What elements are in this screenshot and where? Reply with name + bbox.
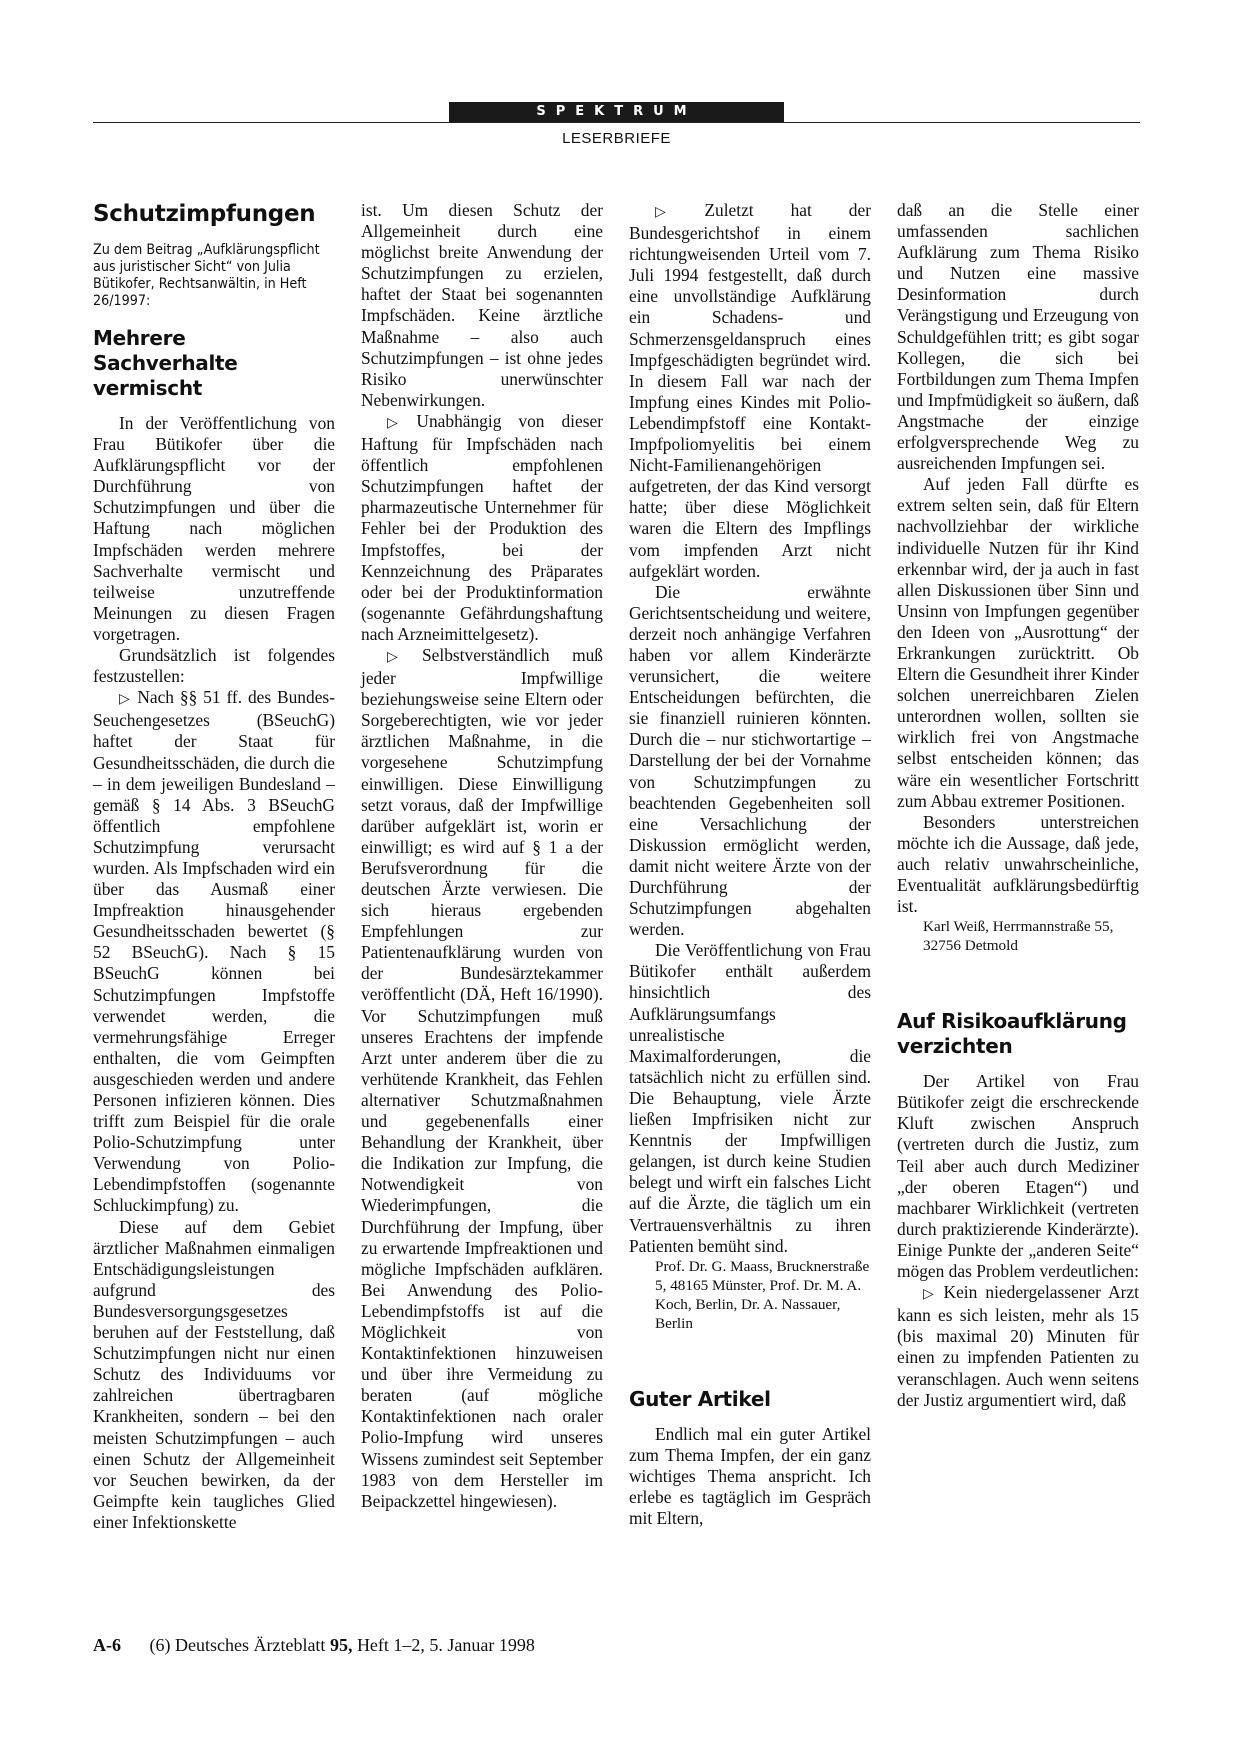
page-footer: [93, 1635, 535, 1656]
triangle-bullet-icon: ▷: [923, 1286, 938, 1303]
section-label: SPEKTRUM: [449, 102, 784, 122]
paragraph: Grundsätzlich ist folgendes festzustellen:: [93, 645, 335, 687]
paragraph: daß an die Stelle einer umfassenden sachlichen Aufklärung zum Thema Risiko und Nutzen eine massive Desinformation durch Verängstigung und Erzeugung von Schuldgefühlen tritt; es gibt sogar Kollegen, die sich bei Fortbildungen zum Thema Impfen und Impfmüdigkeit so äußern, daß Angstmache der einzige erfolgversprechende Weg zu ausreichenden Impfungen sei.: [897, 200, 1139, 474]
paragraph: In der Veröffentlichung von Frau Bütikofer über die Aufklärungspflicht vor der Durchführung von Schutzimpfungen und über die Haftung nach möglichen Impfschäden werden mehrere Sachverhalte vermischt und teilweise unzutreffende Meinungen zu diesen Fragen vorgetragen.: [93, 413, 335, 644]
triangle-bullet-icon: ▷: [655, 204, 699, 220]
paragraph: Auf jeden Fall dürfte es extrem selten sein, daß für Eltern nachvollziehbar der wirkliche individuelle Nutzen für ihr Kind erkennbar wird, der ja auch in fast allen Diskussionen über Sinn und Unsinn von Impfungen gegenüber den Ideen von „Ausrottung“ der Erkrankungen zurücktritt. Ob Eltern die Gesundheit ihrer Kinder solchen unerreichbaren Zielen unterordnen wollen, sollten sie wirklich frei von Angstmache selbst entscheiden können; das wäre ein wesentlicher Fortschritt zum Abbau extremer Positionen.: [897, 474, 1139, 811]
page-number: A-6: [93, 1635, 121, 1655]
article-title: Schutzimpfungen: [93, 201, 316, 227]
subsection-label: LESERBRIEFE: [562, 130, 671, 147]
issue-date: Heft 1–2, 5. Januar 1998: [356, 1635, 535, 1655]
letter-heading: Guter Artikel: [629, 1386, 771, 1411]
paragraph: ist. Um diesen Schutz der Allgemeinheit durch eine möglichst breite Anwendung der Schutzimpfungen zu erzielen, haftet der Staat bei sogenannten Impfschäden. Keine ärztliche Maßnahme – also auch Schutzimpfungen – ist ohne jedes Risiko unerwünschter Nebenwirkungen.: [361, 200, 603, 410]
letter-signature: Prof. Dr. G. Maass, Brucknerstraße 5, 48165 Münster, Prof. Dr. M. A. Koch, Berlin, Dr. A. Nassauer, Berlin: [655, 1257, 870, 1332]
journal-name: (6) Deutsches Ärzteblatt: [149, 1635, 326, 1655]
paragraph: Endlich mal ein guter Artikel zum Thema Impfen, der ein ganz wichtiges Thema anspricht. Ich erlebe es tagtäglich im Gespräch mit Eltern,: [629, 1423, 871, 1529]
paragraph: Diese auf dem Gebiet ärztlicher Maßnahmen einmaligen Entschädigungsleistungen aufgrund des Bundesversorgungsgesetzes beruhen auf der Feststellung, daß Schutzimpfungen nicht nur einen Schutz des Individuums vor zahlreichen übertragbaren Krankheiten, sondern – bei den meisten Schutzimpfungen – auch einen Schutz der Allgemeinheit vor Seuchen bewirken, da der Geimpfte kein taugliches Glied einer Infektionskette: [93, 1216, 335, 1532]
bullet-text: Unabhängig von dieser Haftung für Impfschäden nach öffentlich empfohlenen Schutzimpfungen haftet der pharmazeutische Unternehmer für Fehler bei der Produktion des Impfstoffes, bei der Kennzeichnung des Präparates oder bei der Produktinformation (sogenannte Gefährdungshaftung nach Arzneimittelgesetz).: [361, 410, 603, 644]
triangle-bullet-icon: ▷: [119, 691, 132, 708]
bullet-text: Nach §§ 51 ff. des Bundes-Seuchengesetzes (BSeuchG) haftet der Staat für Gesundheitsschäden, die durch die – in dem jeweiligen Bundesland – gemäß § 14 Abs. 3 BSeuchG öffentlich empfohlene Schutzimpfung verursacht wurden. Als Impfschaden wird ein über das Ausmaß einer Impfreaktion hinausgehender Gesundheitsschaden bewertet (§ 52 BSeuchG). Nach § 15 BSeuchG können bei Schutzimpfungen Impfstoffe verwendet werden, die vermehrungsfähige Erreger enthalten, die vom Geimpften ausgeschieden werden und andere Personen infizieren können. Dies trifft zum Beispiel für die orale Polio-Schutzimpfung unter Verwendung von Polio-Lebendimpfstoffen (sogenannte Schluckimpfung) zu.: [93, 687, 335, 1216]
bullet-paragraph: [361, 411, 603, 645]
letter-heading: Mehrere Sachverhalte vermischt: [93, 326, 238, 400]
journal-volume: 95,: [329, 1635, 353, 1655]
paragraph: Der Artikel von Frau Bütikofer zeigt die erschreckende Kluft zwischen Anspruch (vertreten durch die Justiz, zum Teil aber auch durch Mediziner „der oberen Etagen“) und machbarer Wirklichkeit (vertreten durch praktizierende Kinderärzte). Einige Punkte der „anderen Seite“ mögen das Problem verdeutlichen:: [897, 1071, 1139, 1282]
bullet-paragraph: [897, 1282, 1139, 1411]
column-2: [361, 200, 603, 1512]
column-3: [629, 200, 871, 1529]
letter-signature: Karl Weiß, Herrmannstraße 55, 32756 Detmold: [923, 918, 1114, 955]
bullet-paragraph: [93, 687, 335, 1216]
bullet-text: Zuletzt hat der Bundesgerichtshof in einem richtungweisenden Urteil vom 7. Juli 1994 festgestellt, daß durch eine unvollständige Aufklärung ein Schadens- und Schmerzensgeldanspruch eines Impfgeschädigten begründet wird. In diesem Fall war nach der Impfung eines Kindes mit Polio-Lebendimpfstoff eine Kontakt-Impfpoliomyelitis bei einem Nicht-Familienangehörigen aufgetreten, der das Kind versorgt hatte; über diese Möglichkeit waren die Eltern des Impflings vom impfenden Arzt nicht aufgeklärt worden.: [629, 200, 871, 581]
paragraph: Besonders unterstreichen möchte ich die Aussage, daß jede, auch relativ unwahrscheinliche, Eventualität aufklärungsbedürftig ist.: [897, 811, 1139, 917]
bullet-paragraph: [629, 200, 871, 582]
triangle-bullet-icon: ▷: [387, 414, 411, 431]
paragraph: Die erwähnte Gerichtsentscheidung und weitere, derzeit noch anhängige Verfahren haben vor allem Kinderärzte verunsichert, die weitere Entscheidungen befürchten, die sie finanziell ruinieren könnten. Durch die – nur stichwortartige – Darstellung der bei der Vornahme von Schutzimpfungen zu beachtenden Gegebenheiten soll eine Versachlichung der Diskussion ermöglicht werden, damit nicht weitere Ärzte von der Durchführung der Schutzimpfungen abgehalten werden.: [629, 581, 871, 940]
paragraph: Die Veröffentlichung von Frau Bütikofer enthält außerdem hinsichtlich des Aufklärungsumfangs unrealistische Maximalforderungen, die tatsächlich nicht zu erfüllen sind. Die Behauptung, viele Ärzte ließen Impfrisiken nicht zur Kenntnis der Impfwilligen gelangen, ist durch keine Studien belegt und wirft ein falsches Licht auf die Ärzte, die täglich um ein Vertrauensverhältnis zu ihren Patienten bemüht sind.: [629, 940, 871, 1256]
letter-heading: Auf Risikoaufklärung verzichten: [897, 1009, 1127, 1059]
article-intro: Zu dem Beitrag „Aufklärungspflicht aus juristischer Sicht“ von Julia Bütikofer, Rechtsanwältin, in Heft 26/1997:: [93, 242, 320, 309]
bullet-paragraph: [361, 645, 603, 1512]
header-rule: [93, 122, 1140, 123]
triangle-bullet-icon: ▷: [387, 648, 416, 665]
column-1: [93, 200, 335, 1533]
column-4: [897, 200, 1139, 1411]
bullet-text: Selbstverständlich muß jeder Impfwillige beziehungsweise seine Eltern oder Sorgeberechtigten, wie vor jeder ärztlichen Maßnahme, in die vorgesehene Schutzimpfung einwilligen. Diese Einwilligung setzt voraus, daß der Impfwillige darüber aufgeklärt ist, worin er einwilligt; es wird auf § 1 a der Berufsverordnung für die deutschen Ärzte verwiesen. Die sich hieraus ergebenden Empfehlungen zur Patientenaufklärung wurden von der Bundesärztekammer veröffentlicht (DÄ, Heft 16/1990). Vor Schutzimpfungen muß unseres Erachtens der impfende Arzt unter anderem über die zu verhütende Krankheit, das Fehlen alternativer Schutzmaßnahmen und gegebenenfalls einer Behandlung der Krankheit, über die Indikation zur Impfung, die Notwendigkeit von Wiederimpfungen, die Durchführung der Impfung, über zu erwartende Impfreaktionen und mögliche Impfschäden aufklären. Bei Anwendung des Polio-Lebendimpfstoffs ist auf die Möglichkeit von Kontaktinfektionen hinzuweisen und über ihre Vermeidung zu beraten (auf mögliche Kontaktinfektionen nach oraler Polio-Impfung wird unseres Wissens zumindest seit September 1983 von dem Hersteller im Beipackzettel hingewiesen).: [361, 644, 603, 1511]
bullet-text: Kein niedergelassener Arzt kann es sich leisten, mehr als 15 (bis maximal 20) Minuten für einen zu impfenden Patienten zu veranschlagen. Auch wenn seitens der Justiz argumentiert wird, daß: [897, 1282, 1139, 1410]
